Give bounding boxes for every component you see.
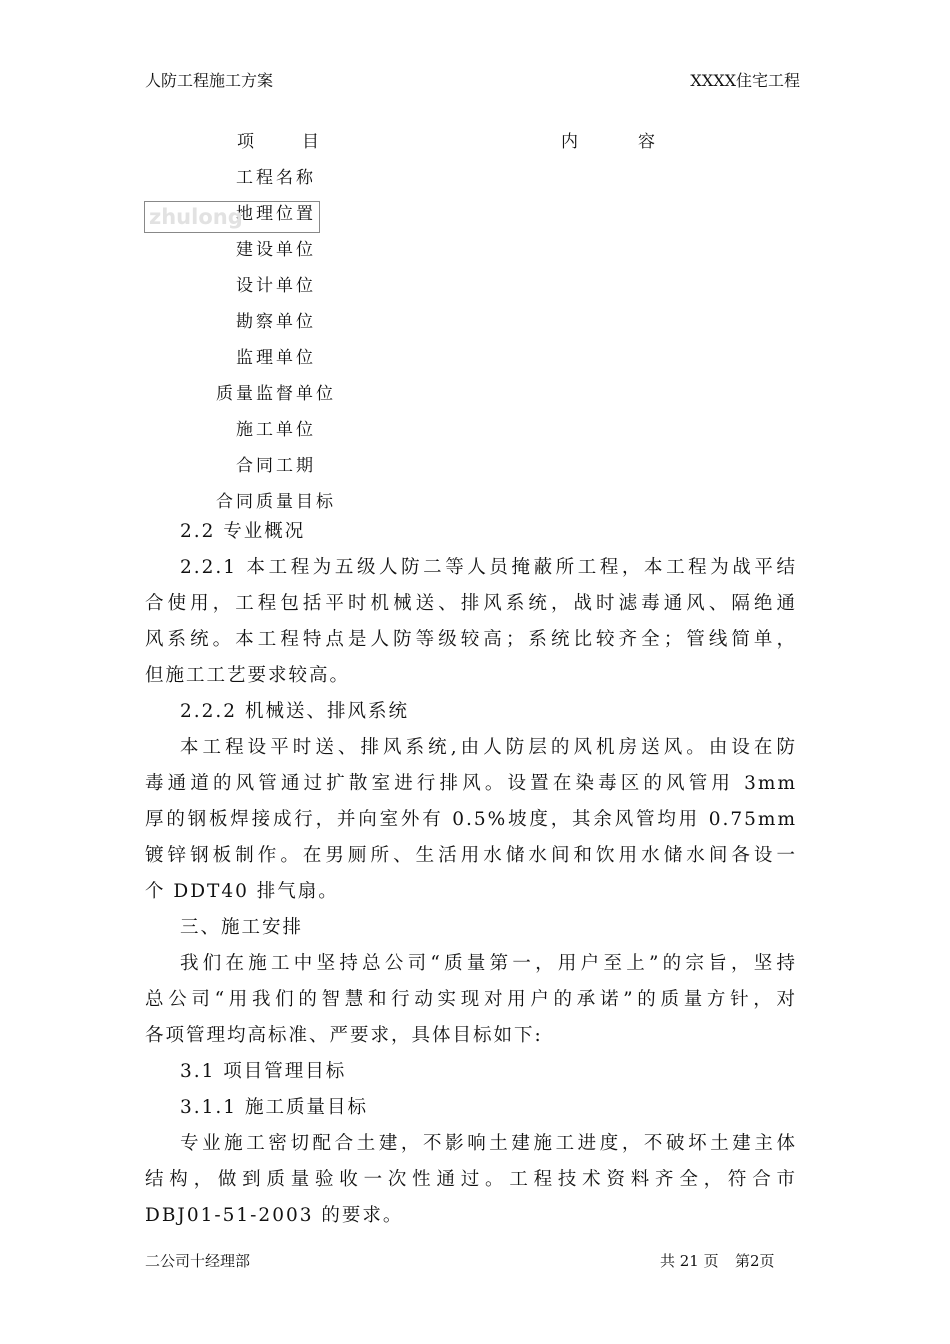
header-project-name: XXXX住宅工程 [690,71,800,90]
section-heading: 3.1.1 施工质量目标 [180,1097,368,1118]
paragraph-line: 我们在施工中坚持总公司“质量第一，用户至上”的宗旨，坚持 [180,953,797,974]
table-row-label: 地理位置 [236,204,316,224]
paragraph-line: 个 DDT40 排气扇。 [145,881,339,902]
paragraph-line: 毒通道的风管通过扩散室进行排风。设置在染毒区的风管用 3mm [145,773,797,794]
paragraph-line: 各项管理均高标准、严要求，具体目标如下: [145,1025,543,1046]
footer-page-number: 第2页 [735,1252,775,1270]
header-doc-title: 人防工程施工方案 [145,71,274,90]
table-header-item: 项目 [237,132,367,152]
paragraph-line: 镀锌钢板制作。在男厕所、生活用水储水间和饮用水储水间各设一 [145,845,797,866]
paragraph-line: 本工程设平时送、排风系统,由人防层的风机房送风。由设在防 [180,737,797,758]
section-heading: 三、施工安排 [180,917,304,938]
paragraph-line: 2.2.1 本工程为五级人防二等人员掩蔽所工程，本工程为战平结 [180,557,797,578]
paragraph-line: 总公司“用我们的智慧和行动实现对用户的承诺”的质量方针，对 [145,989,797,1010]
paragraph-line: 合使用，工程包括平时机械送、排风系统，战时滤毒通风、隔绝通 [145,593,797,614]
footer-department: 二公司十经理部 [145,1252,251,1270]
table-row-label: 工程名称 [236,168,316,188]
table-row-label: 勘察单位 [236,312,316,332]
table-row-label: 监理单位 [236,348,316,368]
section-heading: 2.2 专业概况 [180,521,306,542]
table-row-label: 建设单位 [236,240,316,260]
section-heading: 3.1 项目管理目标 [180,1061,347,1082]
table-row-label: 合同质量目标 [216,492,336,512]
paragraph-line: 但施工工艺要求较高。 [145,665,351,686]
paragraph-line: 厚的钢板焊接成行，并向室外有 0.5%坡度，其余风管均用 0.75mm [145,809,797,830]
paragraph-line: 风系统。本工程特点是人防等级较高；系统比较齐全；管线简单， [145,629,797,650]
table-header-content: 内容 [561,132,715,152]
footer-total-pages: 共 21 页 [660,1252,719,1270]
table-row-label: 设计单位 [236,276,316,296]
paragraph-line: 专业施工密切配合土建，不影响土建施工进度，不破坏土建主体 [180,1133,797,1154]
paragraph-line: DBJ01-51-2003 的要求。 [145,1205,404,1226]
table-row-label: 合同工期 [236,456,316,476]
section-heading: 2.2.2 机械送、排风系统 [180,701,409,722]
table-row-label: 施工单位 [236,420,316,440]
table-row-label: 质量监督单位 [216,384,336,404]
watermark: zhulong [144,201,320,233]
paragraph-line: 结构，做到质量验收一次性通过。工程技术资料齐全，符合市 [145,1169,797,1190]
